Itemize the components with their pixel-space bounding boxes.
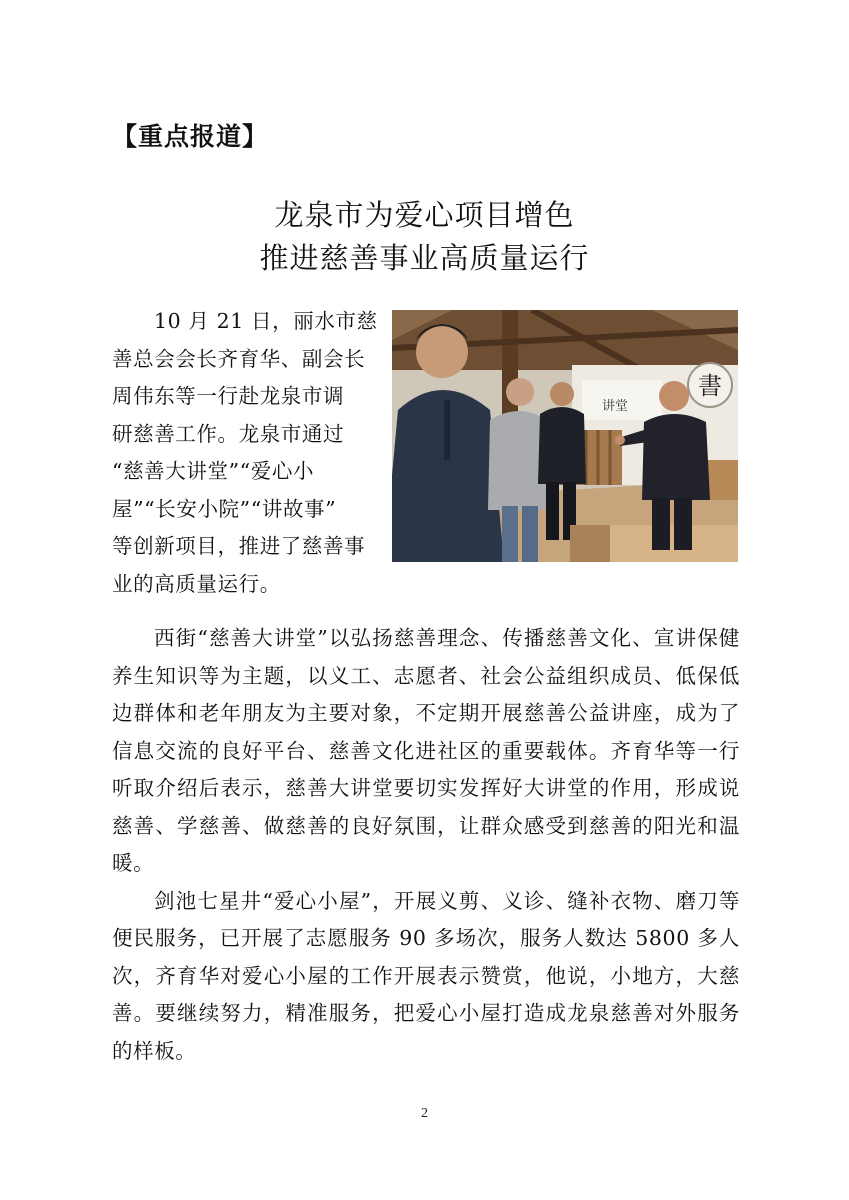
intro-line: 业的高质量运行。: [112, 571, 281, 596]
headline-line-1: 龙泉市为爱心项目增色: [274, 198, 575, 232]
intro-line: 等创新项目，推进了慈善事: [112, 534, 366, 558]
intro-line: 屋”“长安小院”“讲故事”: [112, 496, 337, 521]
page-number: 2: [421, 1106, 428, 1121]
sign-text: 讲堂: [602, 399, 629, 414]
headline-line-2: 推进慈善事业高质量运行: [259, 241, 590, 275]
paragraph: 西街“慈善大讲堂”以弘扬慈善理念、传播慈善文化、宣讲保健养生知识等为主题，以义工、志愿者、社会公益组织成员、低保低边群体和老年朋友为主要对象，不定期开展慈善公益讲座，成为了信息交流的良好平台、慈善文化进社区的重要载体。齐育华等一行听取介绍后表示，慈善大讲堂要切实发挥好大讲堂的作用，形成说慈善、学慈善、做慈善的良好氛围，让群众感受到慈善的阳光和温暖。: [112, 626, 740, 875]
news-photo: [392, 310, 738, 562]
section-tag: 【重点报道】: [112, 122, 269, 151]
article-body: [112, 620, 740, 1070]
intro-line: 10 月 21 日，丽水市慈: [154, 309, 378, 333]
sign-character: 書: [698, 372, 722, 400]
intro-line: “慈善大讲堂”“爱心小: [112, 459, 315, 483]
paragraph: 剑池七星井“爱心小屋”，开展义剪、义诊、缝补衣物、磨刀等便民服务，已开展了志愿服务 90 多场次，服务人数达 5800 多人次，齐育华对爱心小屋的工作开展表示赞赏，他说，小地方，大慈善。要继续努力，精准服务，把爱心小屋打造成龙泉慈善对外服务的样板。: [112, 888, 740, 1063]
intro-line: 善总会会长齐育华、副会长: [112, 346, 366, 371]
intro-paragraph: [112, 303, 382, 603]
intro-line: 研慈善工作。龙泉市通过: [112, 421, 345, 446]
intro-line: 周伟东等一行赴龙泉市调: [112, 384, 345, 408]
